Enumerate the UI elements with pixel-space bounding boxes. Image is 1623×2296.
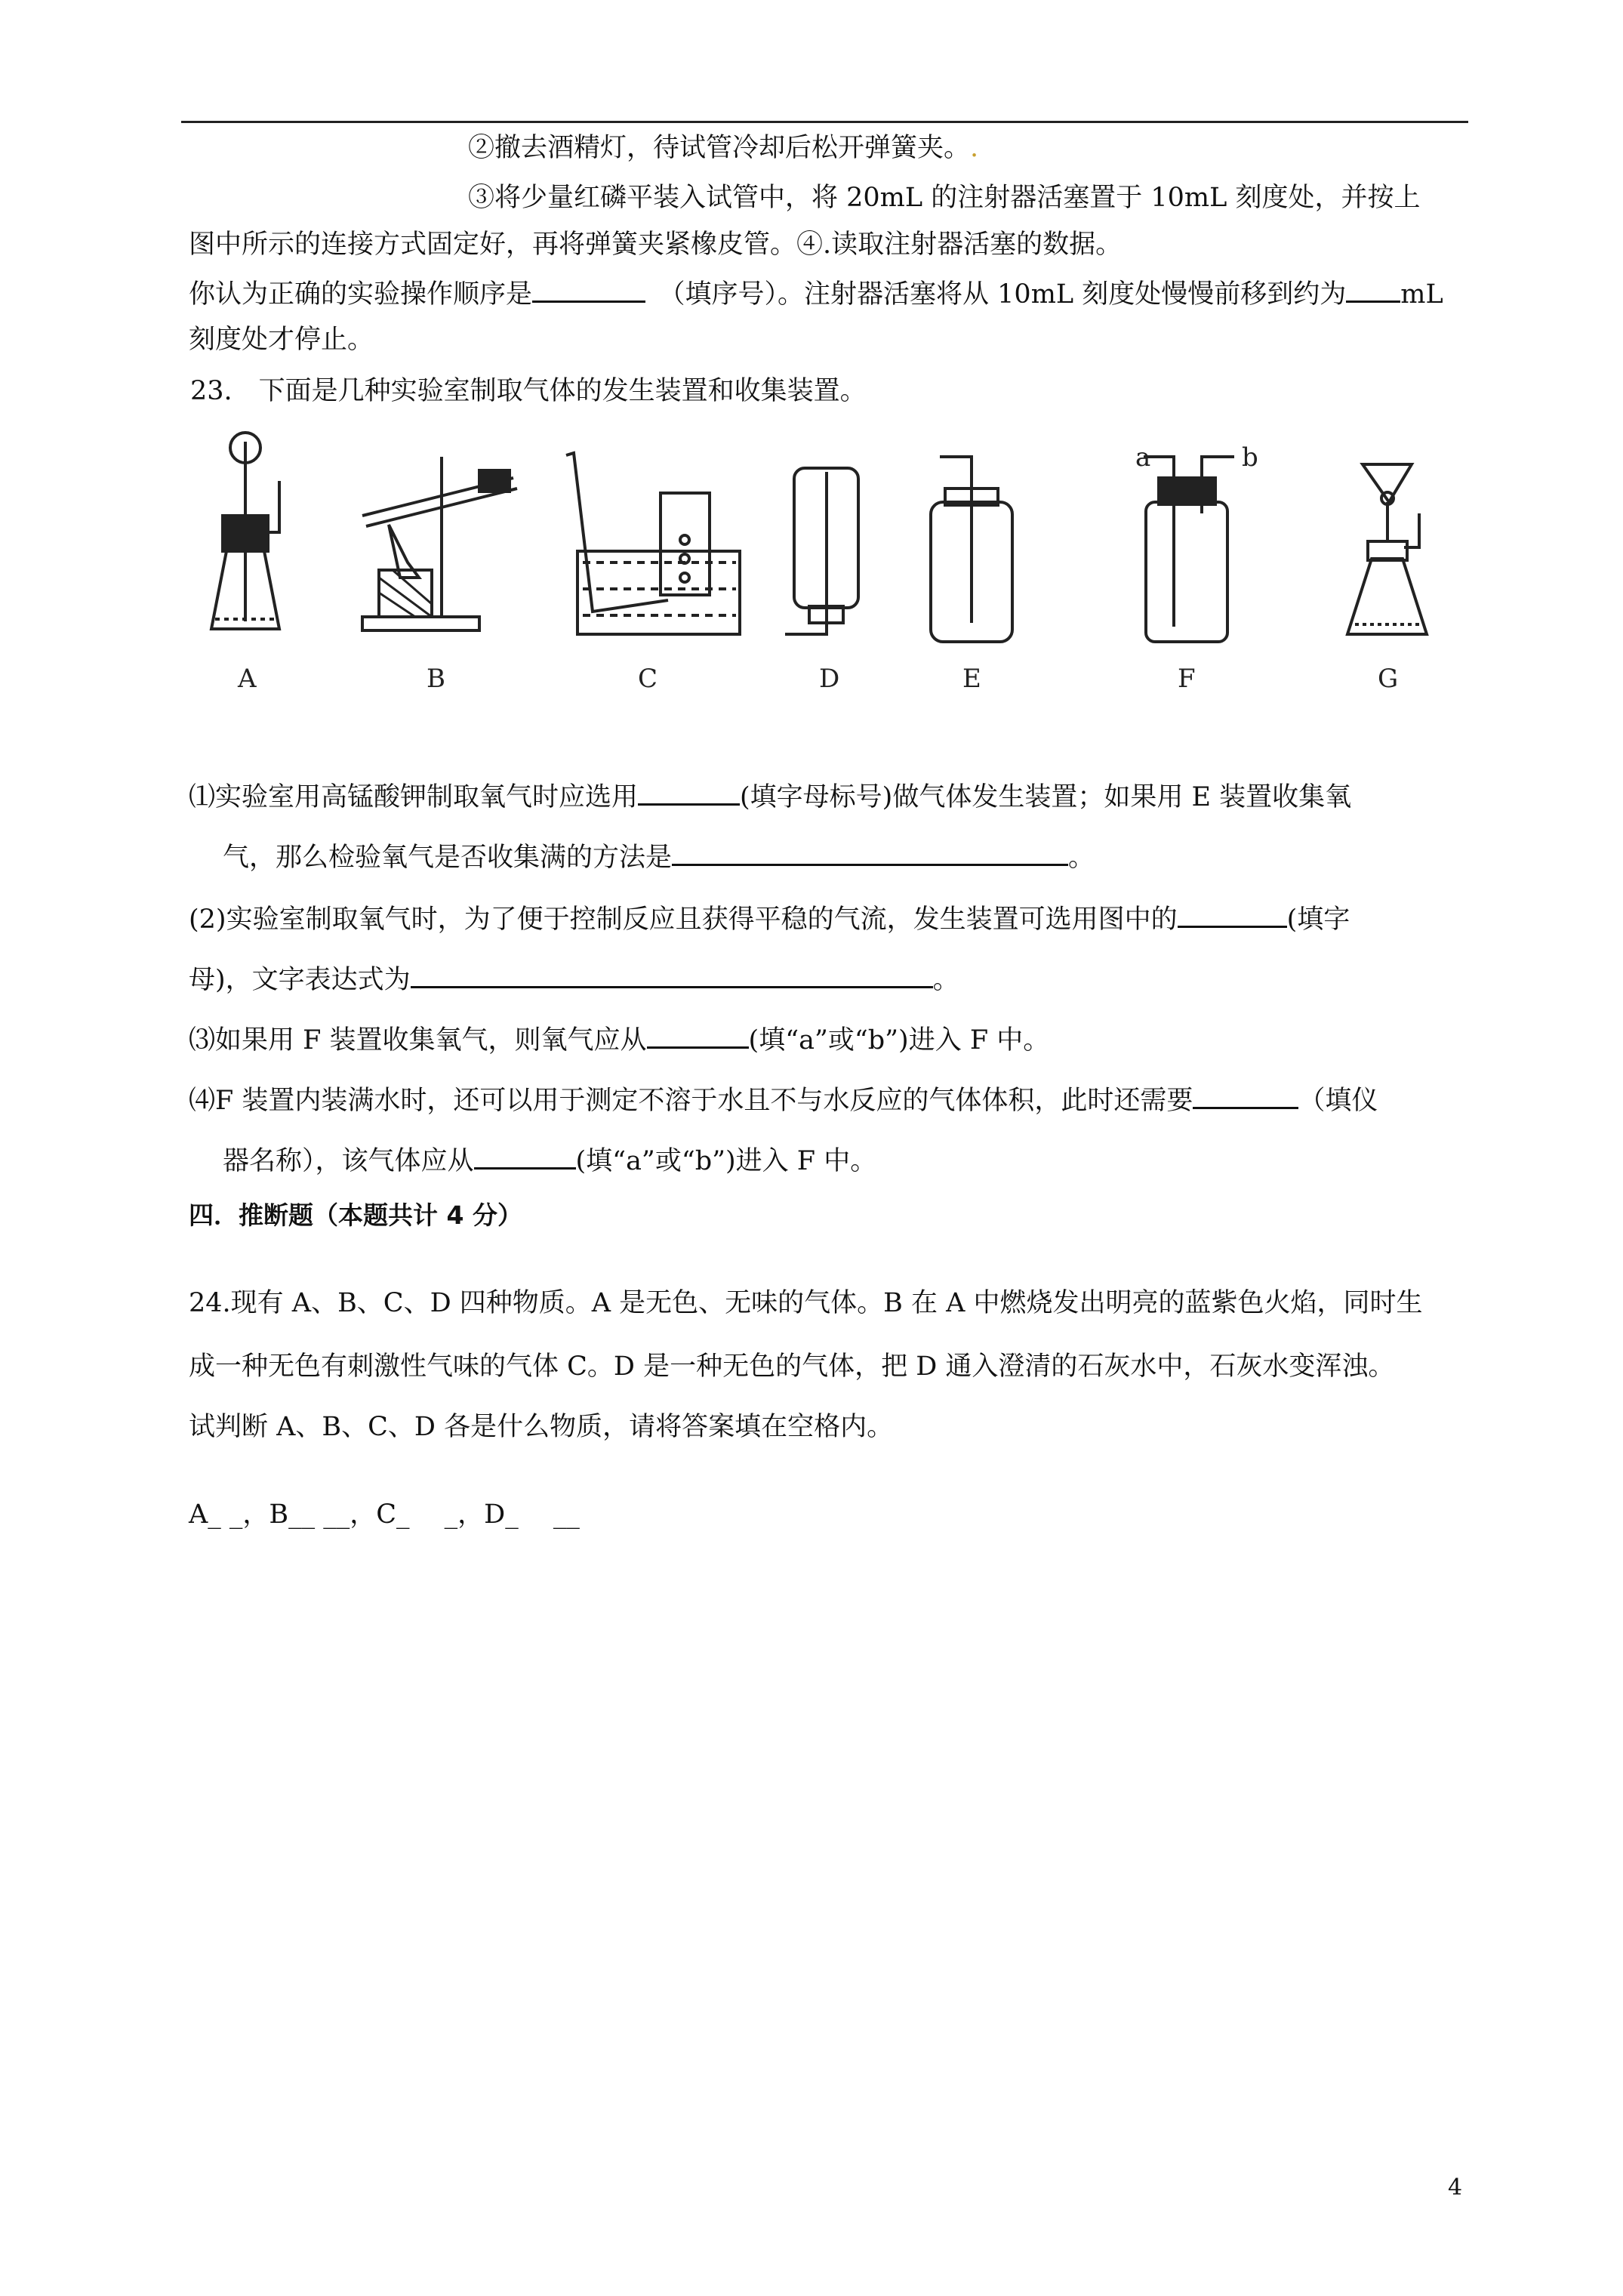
label-d: D [819, 664, 840, 694]
blank-2-generator[interactable] [1178, 900, 1287, 928]
f-label-a: a [1135, 442, 1151, 473]
apparatus-b-heating [362, 457, 517, 630]
question-23-title: 23. 下面是几种实验室制取气体的发生装置和收集装置。 [190, 376, 867, 406]
step-3-line: ③将少量红磷平装入试管中，将 20mL 的注射器活塞置于 10mL 刻度处，并按上 [468, 183, 1421, 213]
apparatus-f-gas-bottle [1144, 457, 1234, 642]
order-question-line: 你认为正确的实验操作顺序是 （填序号）。注射器活塞将从 10mL 刻度处慢慢前移到约为 mL [189, 275, 1443, 313]
question-1-line-2: 气，那么检验氧气是否收集满的方法是 。 [223, 838, 1095, 876]
question-24-answers[interactable]: A_ _，B__ __，C_ _，D_ __ [189, 1499, 580, 1530]
page-number: 4 [1448, 2174, 1463, 2201]
f-label-b: b [1242, 442, 1258, 473]
apparatus-g-separatory-funnel [1347, 464, 1427, 634]
blank-3-inlet[interactable] [647, 1021, 749, 1049]
volume-blank[interactable] [1346, 275, 1400, 303]
question-2-line-2: 母)，文字表达式为 。 [189, 960, 959, 998]
blank-4-instrument[interactable] [1193, 1081, 1298, 1109]
label-a: A [238, 664, 257, 694]
label-g: G [1378, 664, 1399, 694]
label-e: E [962, 664, 981, 694]
apparatus-c-water-trough [566, 453, 740, 634]
order-blank[interactable] [532, 275, 645, 303]
question-24-line-3: 试判断 A、B、C、D 各是什么物质，请将答案填在空格内。 [189, 1412, 894, 1442]
header-rule [181, 121, 1468, 123]
question-4-line-2: 器名称），该气体应从 (填“a”或“b”)进入 F 中。 [223, 1142, 876, 1179]
question-1-line-1: ⑴实验室用高锰酸钾制取氧气时应选用 (填字母标号)做气体发生装置；如果用 E 装置收集氧 [189, 778, 1351, 815]
apparatus-e-bottle [931, 457, 1012, 642]
blank-2-expression[interactable] [411, 960, 933, 988]
question-24-line-2: 成一种无色有刺激性气味的气体 C。D 是一种无色的气体，把 D 通入澄清的石灰水中，石灰水变浑浊。 [189, 1351, 1395, 1382]
section-4-heading: 四．推断题（本题共计 4 分） [189, 1200, 522, 1230]
apparatus-figure [181, 427, 1464, 713]
question-2-line-1: (2)实验室制取氧气时，为了便于控制反应且获得平稳的气流，发生装置可选用图中的 (填字 [189, 900, 1350, 938]
blank-1-generator[interactable] [638, 778, 740, 806]
label-c: C [638, 664, 658, 694]
question-24-line-1: 24.现有 A、B、C、D 四种物质。A 是无色、无味的气体。B 在 A 中燃烧发出明亮的蓝紫色火焰，同时生 [189, 1288, 1423, 1318]
apparatus-d-inverted-bottle [785, 468, 858, 634]
step-3-4-line: 图中所示的连接方式固定好，再将弹簧夹紧橡皮管。④.读取注射器活塞的数据。 [189, 230, 1123, 260]
question-3-line: ⑶如果用 F 装置收集氧气，则氧气应从 (填“a”或“b”)进入 F 中。 [189, 1021, 1049, 1059]
blank-4-inlet[interactable] [474, 1142, 576, 1170]
apparatus-a-flask [211, 433, 279, 629]
step-2-line: ②撤去酒精灯，待试管冷却后松开弹簧夹。. [468, 133, 979, 163]
label-f: F [1178, 664, 1196, 694]
blank-1-method[interactable] [672, 838, 1068, 866]
question-4-line-1: ⑷F 装置内装满水时，还可以用于测定不溶于水且不与水反应的气体体积，此时还需要 （填仪 [189, 1081, 1378, 1119]
order-question-end: 刻度处才停止。 [189, 325, 374, 355]
label-b: B [427, 664, 445, 694]
